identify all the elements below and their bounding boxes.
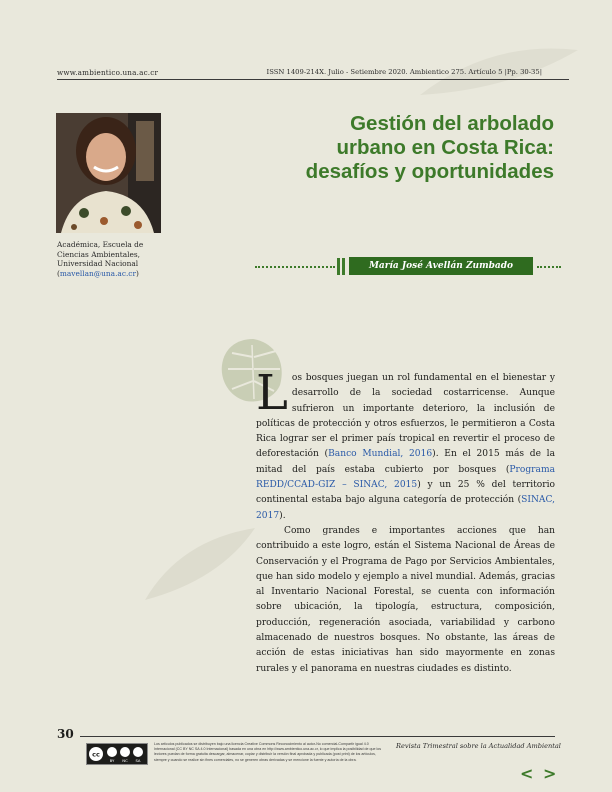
cc-label-by: BY (109, 758, 115, 763)
paragraph (256, 365, 555, 524)
affiliation-line: Ciencias Ambientales, (57, 249, 141, 259)
next-page-arrow-icon[interactable]: > (542, 764, 559, 783)
header-issn-citation: ISSN 1409-214X. Julio - Setiembre 2020. Ambientico 275. Artículo 5 |Pp. 30-35| (266, 68, 542, 76)
accent-bar (337, 258, 340, 275)
title-line: desafíos y oportunidades (305, 160, 554, 183)
dotted-rule-left (255, 266, 335, 268)
page-navigation (520, 764, 558, 783)
paragraph-text: os bosques juegan un rol fundamental en el bienestar y desarrollo de la sociedad costarricense. Aunque sufrieron un importante deterioro, la inclusión de políticas de protección y otros esfuerzos, le permitieron a Costa Rica lograr ser el primer país tropical en revertir el proceso de deforestación ( (256, 373, 555, 460)
creative-commons-badge[interactable] (86, 743, 148, 765)
author-affiliation (57, 240, 167, 278)
dotted-rule-right (537, 266, 561, 268)
author-email-link[interactable]: mavellan@una.ac.cr (59, 268, 136, 278)
cc-label-nc: NC (122, 758, 128, 763)
article-body (256, 365, 555, 677)
affiliation-line: Universidad Nacional (57, 259, 139, 269)
sa-icon (133, 747, 143, 757)
page-number: 30 (57, 727, 74, 741)
citation-link[interactable]: Banco Mundial, 2016 (328, 449, 433, 460)
title-line: urbano en Costa Rica: (336, 136, 554, 159)
nc-icon (120, 747, 130, 757)
svg-text:cc: cc (92, 750, 100, 759)
cc-label-sa: SA (135, 758, 141, 763)
title-line: Gestión del arbolado (350, 112, 554, 135)
journal-name: Revista Trimestral sobre la Actualidad Ambiental (396, 742, 561, 750)
affiliation-email-line: (mavellan@una.ac.cr) (57, 268, 139, 278)
author-photo (56, 113, 161, 233)
paragraph-text: ) y un 25 % del territorio continental estaba bajo alguna categoría de protección ( (256, 480, 555, 506)
header-website-url[interactable]: www.ambientico.una.ac.cr (57, 68, 159, 77)
by-icon (107, 747, 117, 757)
paragraph-text: ). En el 2015 más de la mitad del país estaba cubierto por bosques ( (256, 449, 555, 475)
license-text: Los artículos publicados se distribuyen bajo una licencia Creative Commons Reconocimiento al autor-No comercial-Compartir igual 4.0 Internacional (CC BY NC SA 4.0 Internacional) basada en una obra en http://www.ambientico.una.ac.cr, lo que implica la posibilidad de que los lectores puedan de forma gratuita descargar, almacenar, copiar y distribuir la versión final aprobada y publicada (post print) de los artículos, siempre y cuando se realice sin fines comerciales, no se generen obras derivadas y se mencione la fuente y autoría de la obra. (154, 742, 382, 762)
paragraph-text: ). (279, 510, 286, 521)
header-divider (57, 79, 569, 80)
citation-link[interactable]: SINAC, 2017 (256, 495, 555, 521)
accent-bar (342, 258, 345, 275)
affiliation-line: Académica, Escuela de (57, 240, 144, 249)
footer-divider (80, 736, 555, 737)
author-name-banner: María José Avellán Zumbado (349, 257, 533, 275)
paragraph: Como grandes e importantes acciones que han contribuido a este logro, están el Sistema Nacional de Áreas de Conservación y el Programa de Pago por Servicios Ambientales, que han sido modelo y ejemplo a nivel mundial. Además, gracias al Inventario Nacional Forestal, se cuenta con información sobre ubicación, la tipología, estructura, composición, producción, regeneración asociada, variabilidad y carbono almacenado de nuestros bosques. No obstante, las áreas de acción de estas iniciativas han sido mayormente en zonas rurales y el panorama en nuestras ciudades es distinto. (256, 525, 555, 674)
previous-page-arrow-icon[interactable]: < (520, 764, 536, 783)
citation-link[interactable]: Programa REDD/CCAD-GIZ – SINAC, 2015 (256, 464, 555, 491)
article-title (254, 112, 554, 184)
background-leaf-decoration (140, 520, 260, 610)
drop-cap: L (256, 365, 288, 421)
